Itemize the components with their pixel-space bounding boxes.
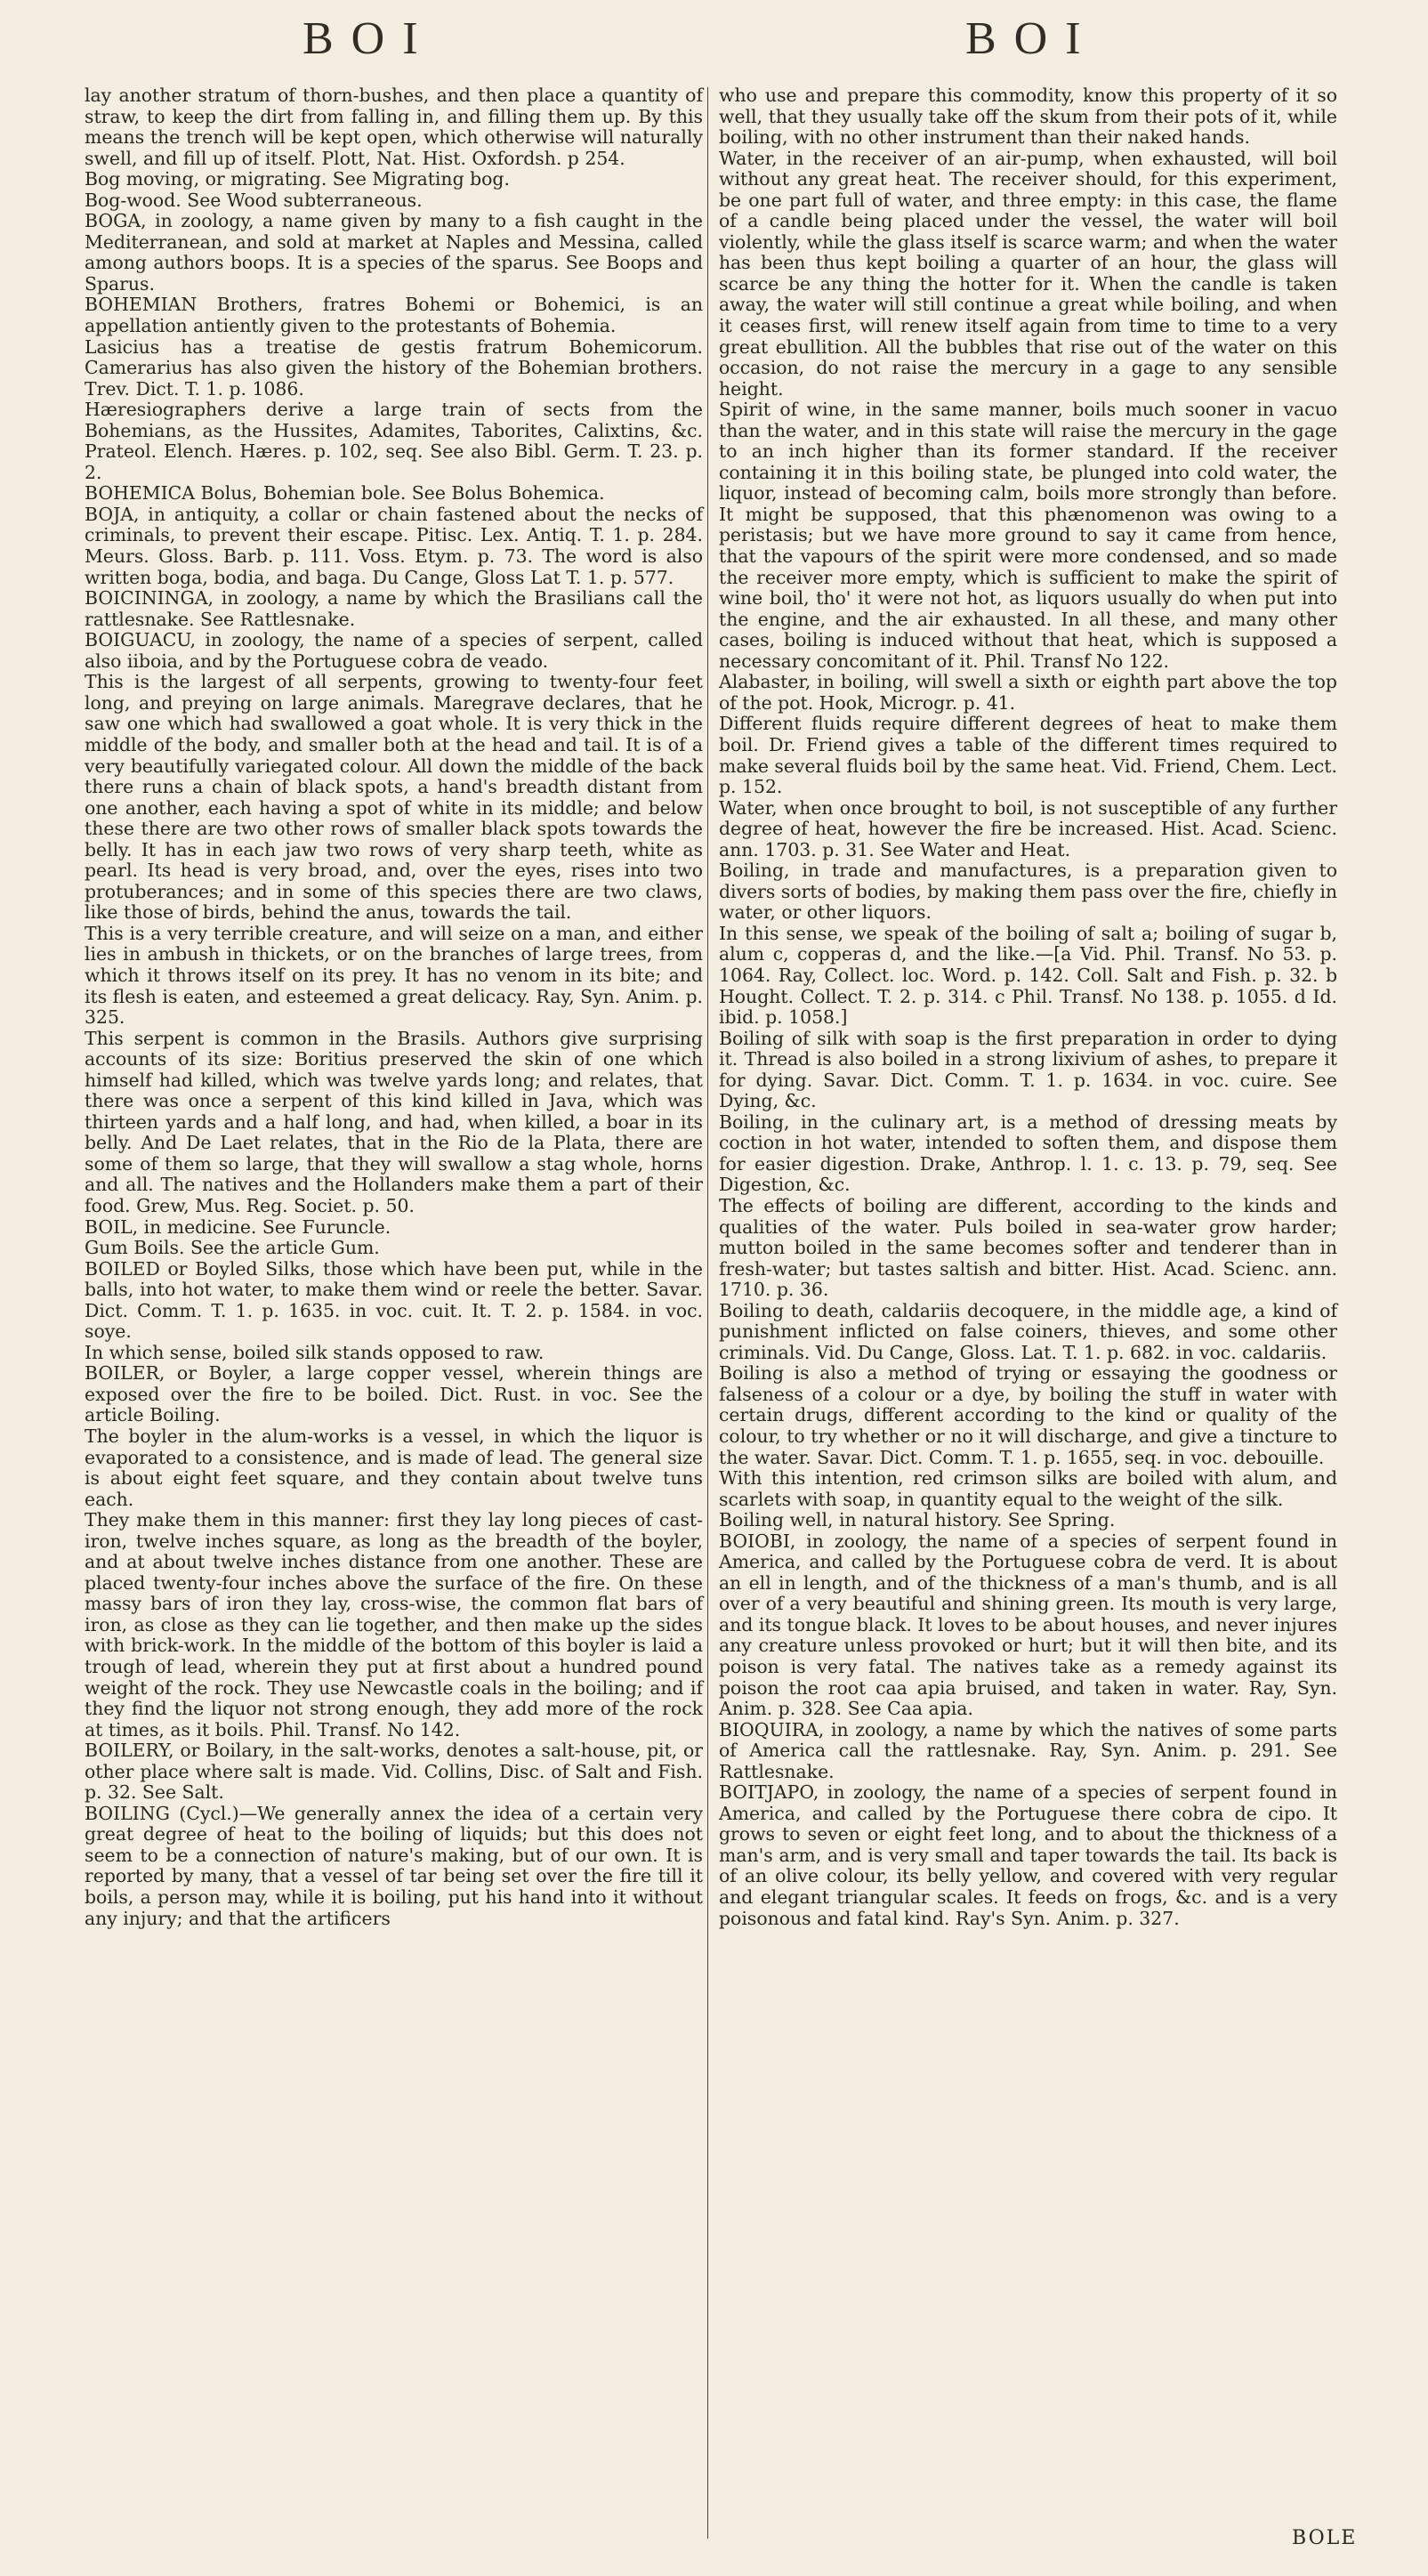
- entry-paragraph: This is the largest of all serpents, growing to twenty-four feet long, and preying on large animals. Maregrave declares, that he saw one which had swallowed a goat whole. It is very thick in the middle of the body, and smaller both at the head and tail. It is of a very beautifully variegated colour. All down the middle of the back there runs a chain of black spots, a hand's breadth distant from one another, each having a spot of white in its middle; and below these there are two other rows of smaller black spots towards the belly. It has in each jaw two rows of very sharp teeth, white as pearl. Its head is very broad, and, over the eyes, rises into two protuberances; and in some of this species there are two claws, like those of birds, behind the anus, towards the tail.: [85, 671, 703, 924]
- entry-paragraph: The boyler in the alum-works is a vessel, in which the liquor is evaporated to a consistence, and is made of lead. The general size is about eight feet square, and they contain about twelve tuns each.: [85, 1425, 703, 1510]
- column-divider: [707, 87, 708, 2539]
- catchword: BOLE: [1292, 2527, 1358, 2549]
- entry-paragraph: BOILING (Cycl.)—We generally annex the idea of a certain very great degree of heat to the boiling of liquids; but this does not seem to be a connection of nature's making, but of our own. It is reported by many, that a vessel of tar being set over the fire till it boils, a person may, while it is boiling, put his hand into it without any injury; and that the artificers: [85, 1802, 703, 1929]
- entry-paragraph: Boiling of silk with soap is the first preparation in order to dying it. Thread is also boiled in a strong lixivium of ashes, to prepare it for dying. Savar. Dict. Comm. T. 1. p. 1634. in voc. cuire. See Dying, &c.: [719, 1027, 1337, 1112]
- entry-paragraph: Alabaster, in boiling, will swell a sixth or eighth part above the top of the pot. Hook, Microgr. p. 41.: [719, 671, 1337, 714]
- entry-paragraph: BOHEMIAN Brothers, fratres Bohemi or Bohemici, is an appellation antiently given to the protestants of Bohemia.: [85, 294, 703, 337]
- entry-paragraph: BOJA, in antiquity, a collar or chain fastened about the necks of criminals, to prevent their escape. Pitisc. Lex. Antiq. T. 1. p. 284. Meurs. Gloss. Barb. p. 111. Voss. Etym. p. 73. The word is also written boga, bodia, and baga. Du Cange, Gloss Lat T. 1. p. 577.: [85, 503, 703, 588]
- entry-paragraph: BOIGUACU, in zoology, the name of a species of serpent, called also iiboia, and by the Portuguese cobra de veado.: [85, 629, 703, 672]
- entry-paragraph: In this sense, we speak of the boiling of salt a; boiling of sugar b, alum c, copperas d, and the like.—[a Vid. Phil. Transf. No 53. p. 1064. Ray, Collect. loc. Word. p. 142. Coll. Salt and Fish. p. 32. b Hought. Collect. T. 2. p. 314. c Phil. Transf. No 138. p. 1055. d Id. ibid. p. 1058.]: [719, 922, 1337, 1029]
- entry-paragraph: BOHEMICA Bolus, Bohemian bole. See Bolus Bohemica.: [85, 482, 605, 505]
- running-head-left: BOI: [303, 13, 436, 64]
- entry-paragraph: BOILERY, or Boilary, in the salt-works, denotes a salt-house, pit, or other place where salt is made. Vid. Collins, Disc. of Salt and Fish. p. 32. See Salt.: [85, 1740, 703, 1804]
- entry-paragraph: Hæresiographers derive a large train of sects from the Bohemians, as the Hussites, Adamites, Taborites, Calixtins, &c. Prateol. Elench. Hæres. p. 102, seq. See also Bibl. Germ. T. 23. p. 2.: [85, 399, 703, 483]
- running-head-right: BOI: [965, 13, 1099, 64]
- entry-paragraph: This is a very terrible creature, and will seize on a man, and either lies in ambush in thickets, or on the branches of large trees, from which it throws itself on its prey. It has no venom in its bite; and its flesh is eaten, and esteemed a great delicacy. Ray, Syn. Anim. p. 325.: [85, 922, 703, 1029]
- entry-paragraph: In which sense, boiled silk stands opposed to raw.: [85, 1341, 545, 1363]
- entry-paragraph: Water, when once brought to boil, is not susceptible of any further degree of heat, however the fire be increased. Hist. Acad. Scienc. ann. 1703. p. 31. See Water and Heat.: [719, 796, 1337, 860]
- entry-paragraph: Boiling, in the culinary art, is a method of dressing meats by coction in hot water, intended to soften them, and dispose them for easier digestion. Drake, Anthrop. l. 1. c. 13. p. 79, seq. See Digestion, &c.: [719, 1110, 1337, 1196]
- entry-paragraph: Bog-wood. See Wood subterraneous.: [85, 189, 423, 211]
- entry-paragraph: Water, in the receiver of an air-pump, when exhausted, will boil without any great heat. The receiver should, for this experiment, be one part full of water, and three empty: in this case, the flame of a candle being placed under the vessel, the water will boil violently, while the glass itself is scarce warm; and when the water has been thus kept boiling a quarter of an hour, the glass will scarce be any thing the hotter for it. When the candle is taken away, the water will still continue a great while boiling, and when it ceases first, will renew itself again from time to time to a very great ebullition. All the bubbles that rise out of the water on this occasion, do not raise the mercury in a gage to any sensible height.: [719, 147, 1337, 400]
- entry-paragraph: Bog moving, or migrating. See Migrating bog.: [85, 168, 510, 190]
- entry-paragraph: lay another stratum of thorn-bushes, and then place a quantity of straw, to keep the dirt from falling in, and filling them up. By this means the trench will be kept open, which otherwise will naturally swell, and fill up of itself. Plott, Nat. Hist. Oxfordsh. p 254.: [85, 85, 703, 169]
- right-column: [719, 85, 1337, 1929]
- entry-paragraph: Gum Boils. See the article Gum.: [85, 1237, 380, 1259]
- entry-paragraph: Lasicius has a treatise de gestis fratrum Bohemicorum. Camerarius has also given the history of the Bohemian brothers. Trev. Dict. T. 1. p. 1086.: [85, 335, 703, 400]
- entry-paragraph: Boiling to death, caldariis decoquere, in the middle age, a kind of punishment inflicted on false coiners, thieves, and some other criminals. Vid. Du Cange, Gloss. Lat. T. 1. p. 682. in voc. caldariis.: [719, 1299, 1337, 1363]
- entry-paragraph: They make them in this manner: first they lay long pieces of cast-iron, twelve inches square, as long as the breadth of the boyler, and at about twelve inches distance from one another. These are placed twenty-four inches above the surface of the fire. On these massy bars of iron they lay, cross-wise, the common flat bars of iron, as close as they can lie together, and then make up the sides with brick-work. In the middle of the bottom of this boyler is laid a trough of lead, wherein they put at first about a hundred pound weight of the rock. They use Newcastle coals in the boiling; and if they find the liquor not strong enough, they add more of the rock at times, as it boils. Phil. Transf. No 142.: [85, 1509, 703, 1740]
- entry-paragraph: This serpent is common in the Brasils. Authors give surprising accounts of its size: Boritius preserved the skin of one which himself had killed, which was twelve yards long; and relates, that there was once a serpent of this kind killed in Java, which was thirteen yards and a half long, and had, when killed, a boar in its belly. And De Laet relates, that in the Rio de la Plata, there are some of them so large, that they will swallow a stag whole, horns and all. The natives and the Hollanders make them a part of their food. Grew, Mus. Reg. Societ. p. 50.: [85, 1027, 703, 1216]
- entry-paragraph: BOIOBI, in zoology, the name of a species of serpent found in America, and called by the Portuguese cobra de verd. It is about an ell in length, and of the thickness of a man's thumb, and is all over of a very beautiful and shining green. Its mouth is very large, and its tongue black. It loves to be about houses, and never injures any creature unless provoked or hurt; but it will then bite, and its poison is very fatal. The natives take as a remedy against its poison the root caa apia bruised, and taken in water. Ray, Syn. Anim. p. 328. See Caa apia.: [719, 1530, 1337, 1720]
- entry-paragraph: The effects of boiling are different, according to the kinds and qualities of the water. Puls boiled in sea-water grow harder; mutton boiled in the same becomes softer and tenderer than in fresh-water; but tastes saltish and bitter. Hist. Acad. Scienc. ann. 1710. p. 36.: [719, 1194, 1337, 1301]
- entry-paragraph: BOILED or Boyled Silks, those which have been put, while in the balls, into hot water, to make them wind or reele the better. Savar. Dict. Comm. T. 1. p. 1635. in voc. cuit. It. T. 2. p. 1584. in voc. soye.: [85, 1257, 703, 1343]
- entry-paragraph: BOILER, or Boyler, a large copper vessel, wherein things are exposed over the fire to be boiled. Dict. Rust. in voc. See the article Boiling.: [85, 1362, 703, 1426]
- left-column: [85, 85, 703, 1929]
- entry-paragraph: BIOQUIRA, in zoology, a name by which the natives of some parts of America call the rattlesnake. Ray, Syn. Anim. p. 291. See Rattlesnake.: [719, 1718, 1337, 1782]
- entry-paragraph: BOICININGA, in zoology, a name by which the Brasilians call the rattlesnake. See Rattlesnake.: [85, 587, 703, 630]
- entry-paragraph: Boiling is also a method of trying or essaying the goodness or falseness of a colour or a dye, by boiling the stuff in water with certain drugs, different according to the kind or quality of the colour, to try whether or no it will discharge, and give a tincture to the water. Savar. Dict. Comm. T. 1. p. 1655, seq. in voc. debouille.: [719, 1362, 1337, 1468]
- entry-paragraph: Spirit of wine, in the same manner, boils much sooner in vacuo than the water, and in this state will raise the mercury in the gage to an inch higher than its former standard. If the receiver containing it in this boiling state, be plunged into cold water, the liquor, instead of becoming calm, boils more strongly than before. It might be supposed, that this phænomenon was owing to a peristasis; but we have more ground to say it came from hence, that the vapours of the spirit were more condensed, and so made the receiver more empty, which is sufficient to make the spirit of wine boil, tho' it were not hot, as liquors usually do when put into the engine, and the air exhausted. In all these, and many other cases, boiling is induced without that heat, which is supposed a necessary concomitant of it. Phil. Transf No 122.: [719, 399, 1337, 672]
- entry-paragraph: Different fluids require different degrees of heat to make them boil. Dr. Friend gives a table of the different times required to make several fluids boil by the same heat. Vid. Friend, Chem. Lect. p. 152.: [719, 713, 1337, 798]
- entry-paragraph: who use and prepare this commodity, know this property of it so well, that they usually take off the skum from their pots of it, while boiling, with no other instrument than their naked hands.: [719, 85, 1337, 149]
- entry-paragraph: Boiling, in trade and manufactures, is a preparation given to divers sorts of bodies, by making them pass over the fire, chiefly in water, or other liquors.: [719, 860, 1337, 924]
- entry-paragraph: With this intention, red crimson silks are boiled with alum, and scarlets with soap, in quantity equal to the weight of the silk.: [719, 1467, 1337, 1510]
- entry-paragraph: BOIL, in medicine. See Furuncle.: [85, 1215, 391, 1238]
- entry-paragraph: BOGA, in zoology, a name given by many to a fish caught in the Mediterranean, and sold at market at Naples and Messina, called among authors boops. It is a species of the sparus. See Boops and Sparus.: [85, 210, 703, 295]
- entry-paragraph: Boiling well, in natural history. See Spring.: [719, 1509, 1116, 1531]
- entry-paragraph: BOITJAPO, in zoology, the name of a species of serpent found in America, and called by the Portuguese there cobra de cipo. It grows to seven or eight feet long, and to about the thickness of a man's arm, and is very small and taper towards the tail. Its back is of an olive colour, its belly yellow, and covered with very regular and elegant triangular scales. It feeds on frogs, &c. and is a very poisonous and fatal kind. Ray's Syn. Anim. p. 327.: [719, 1781, 1337, 1929]
